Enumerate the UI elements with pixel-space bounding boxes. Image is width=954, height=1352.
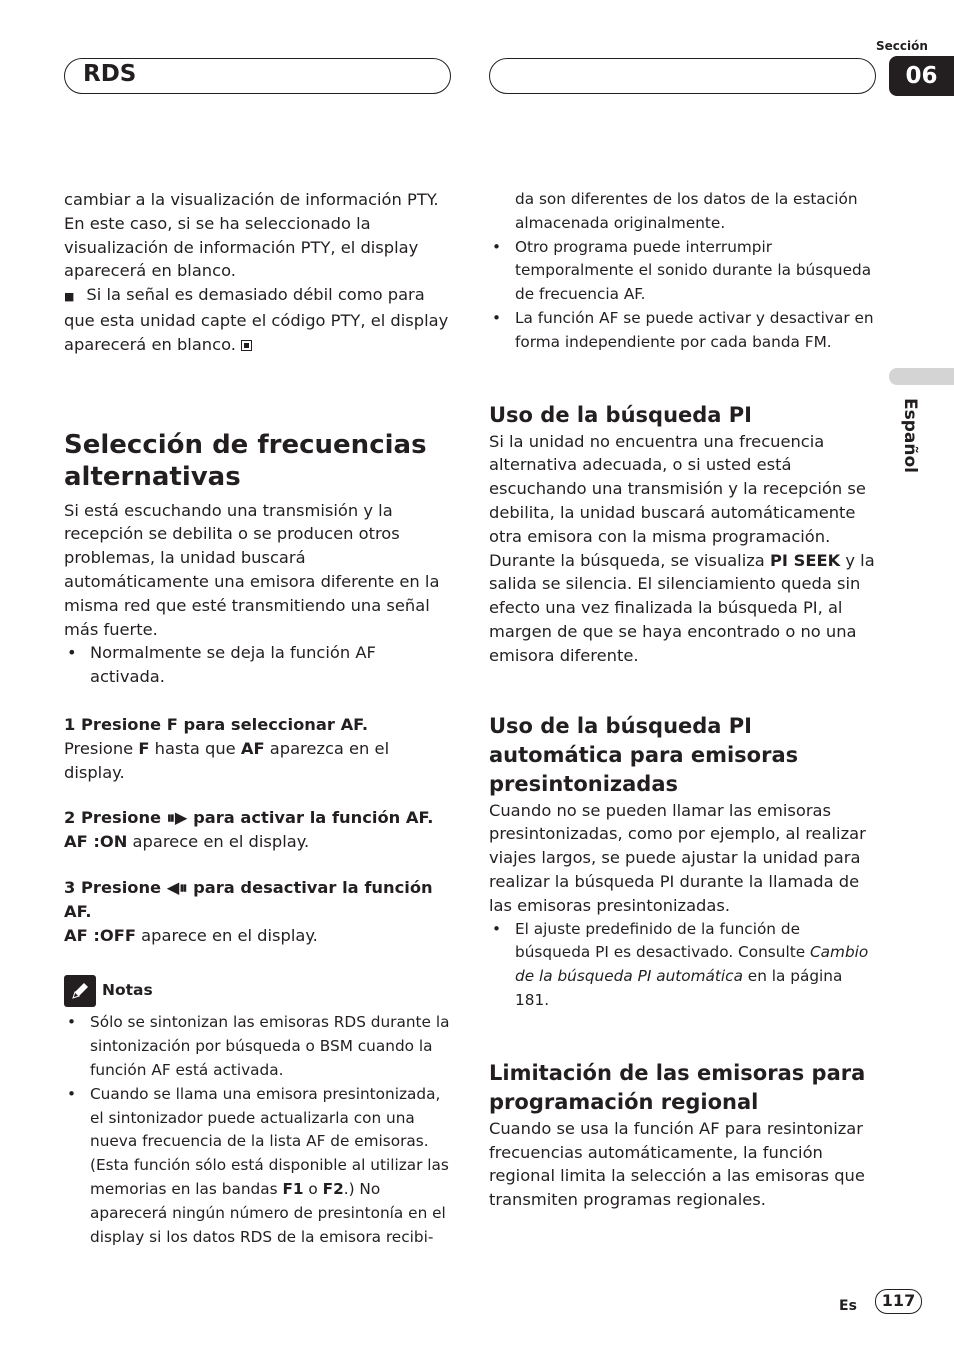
pencil-icon <box>64 975 96 1007</box>
footer-lang: Es <box>839 1298 857 1314</box>
end-mark-icon <box>241 340 252 351</box>
heading-auto-pi: Uso de la búsqueda PI automática para emisoras presintonizadas <box>489 713 799 796</box>
heading-pi-search: Uso de la búsqueda PI <box>489 402 752 427</box>
auto-body: Cuando no se pueden llamar las emisoras presintonizadas, como por ejemplo, al realizar viajes largos, se puede ajustar la unidad para realizar la búsqueda PI durante la llamada de las emisoras presintonizadas. <box>489 800 866 915</box>
notes-label: Notas <box>102 981 153 1000</box>
left-column <box>64 188 452 1249</box>
step-1-text: Presione F hasta que AF aparezca en el display. <box>64 738 390 782</box>
list-item: • El ajuste predefinido de la función de búsqueda PI es desactivado. Consulte Cambio de la búsqueda PI automática en la página 181. <box>492 919 869 1009</box>
section-title: RDS <box>83 61 137 87</box>
section-label: Sección <box>876 39 928 53</box>
heading-alternative-frequencies: Selección de frecuencias alternativas <box>64 429 427 492</box>
notes-header <box>64 975 452 1007</box>
right-column <box>489 188 877 1212</box>
square-bullet-icon: ■ <box>64 290 75 304</box>
header-right-frame <box>489 58 876 94</box>
pi-body: Si la unidad no encuentra una frecuencia alternativa adecuada, o si usted está escuchando una transmisión y la recepción se debilita, la unidad buscará automáticamente otra emisora con la misma programación. Durante la búsqueda, se visualiza PI SEEK y la salida se silencia. El silenciamiento queda sin efecto una vez finalizada la búsqueda PI, al margen de que se haya encontrado o no una emisora diferente. <box>489 431 875 665</box>
intro-text: cambiar a la visualización de información PTY. En este caso, si se ha seleccionado la visualización de información PTY, el display aparecerá en blanco. <box>64 190 439 281</box>
intro-note: ■ Si la señal es demasiado débil como para que esta unidad capte el código PTY, el display aparecerá en blanco. <box>64 285 449 354</box>
page-number: 117 <box>875 1289 922 1314</box>
list-item-continued: da son diferentes de los datos de la estación almacenada originalmente. <box>515 190 858 232</box>
regional-body: Cuando se usa la función AF para resintonizar frecuencias automáticamente, la función regional limita la selección a las emisoras que transmiten programas regionales. <box>489 1118 865 1210</box>
list-item: • Otro programa puede interrumpir temporalmente el sonido durante la búsqueda de frecuencia AF. <box>492 237 872 304</box>
heading-regional: Limitación de las emisoras para programación regional <box>489 1060 866 1114</box>
step-2-text: AF :ON aparece en el display. <box>64 832 310 852</box>
af-body: Si está escuchando una transmisión y la recepción se debilita o se producen otros problemas, la unidad buscará automáticamente una emisora diferente en la misma red que esté transmitiendo una señal más fuerte. <box>64 500 440 639</box>
list-item: • La función AF se puede activar y desactivar en forma independiente por cada banda FM. <box>492 308 874 351</box>
header-title-frame <box>64 58 451 94</box>
step-1-title: 1 Presione F para seleccionar AF. <box>64 714 369 734</box>
step-2-title: 2 Presione ⏸▶ para activar la función AF. <box>64 808 434 828</box>
language-label: Español <box>900 398 920 473</box>
list-item: • Normalmente se deja la función AF activada. <box>67 643 376 687</box>
language-tab <box>889 368 954 385</box>
step-3-title: 3 Presione ◀⏸ para desactivar la función AF. <box>64 877 433 921</box>
list-item: • Cuando se llama una emisora presintonizada, el sintonizador puede actualizarla con una nueva frecuencia de la lista AF de emisoras. (Esta función sólo está disponible al utilizar las memorias en las bandas F1 o F2.) No aparecerá ningún número de presintonía en el display si los datos RDS de la emisora recibi- <box>67 1084 449 1246</box>
list-item: • Sólo se sintonizan las emisoras RDS durante la sintonización por búsqueda o BSM cuando la función AF está activada. <box>67 1013 450 1079</box>
section-number: 06 <box>889 56 954 96</box>
step-3-text: AF :OFF aparece en el display. <box>64 925 318 945</box>
